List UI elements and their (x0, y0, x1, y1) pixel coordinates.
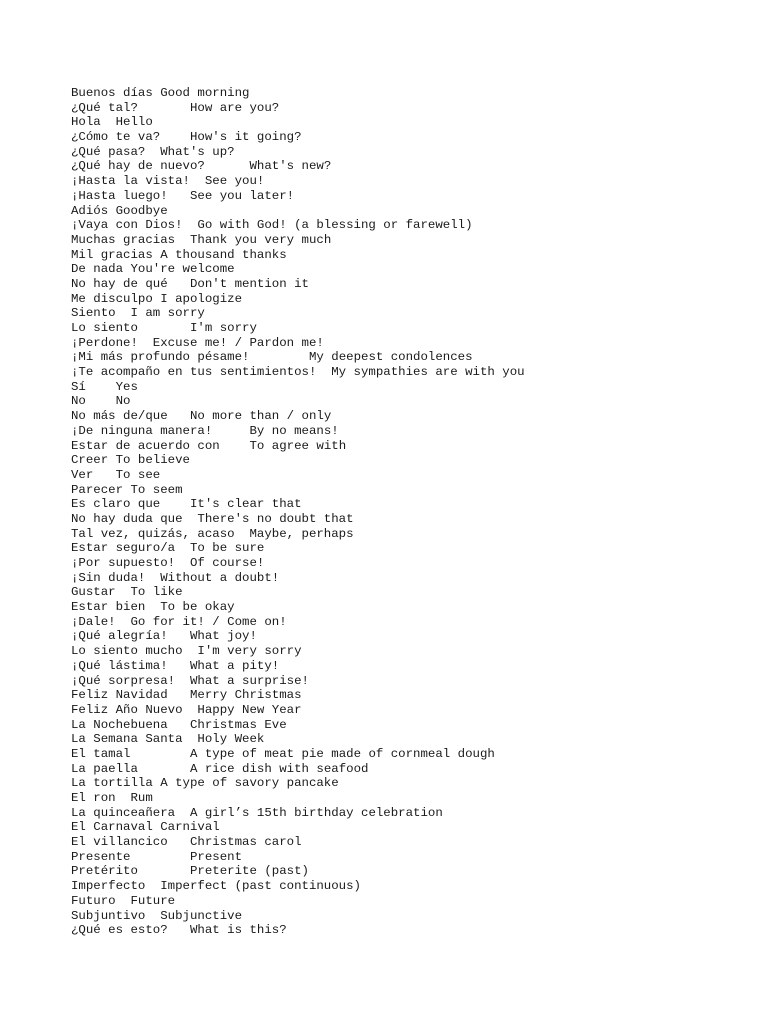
phrase-line: Presente Present (71, 849, 243, 864)
phrase-line: Gustar To like (71, 585, 183, 600)
phrase-line: Feliz Navidad Merry Christmas (71, 688, 302, 703)
phrase-line: La Semana Santa Holy Week (71, 732, 265, 747)
phrase-line: Es claro que It's clear that (71, 497, 302, 512)
phrase-line: ¡Por supuesto! Of course! (71, 556, 265, 570)
phrase-line: ¿Cómo te va? How's it going? (71, 130, 302, 145)
phrase-line: ¡Qué sorpresa! What a surprise! (71, 673, 309, 688)
phrase-line: La Nochebuena Christmas Eve (71, 717, 287, 732)
phrase-line: ¡Vaya con Dios! Go with God! (a blessing or farewell) (71, 218, 473, 233)
phrase-line: Parecer To seem (71, 482, 183, 497)
phrase-line: De nada You're welcome (71, 262, 235, 277)
phrase-line: ¡Dale! Go for it! / Come on! (71, 614, 287, 629)
phrase-line: ¡Hasta la vista! See you! (71, 174, 265, 189)
phrase-line: El ron Rum (71, 791, 153, 805)
phrase-line: La paella A rice dish with seafood (71, 761, 369, 776)
phrase-line: No No (71, 394, 131, 409)
phrase-line: ¡Perdone! Excuse me! / Pardon me! (71, 335, 324, 350)
phrase-line: Estar bien To be okay (71, 600, 235, 615)
phrase-line: Hola Hello (71, 115, 153, 130)
phrase-line: Lo siento mucho I'm very sorry (71, 644, 302, 659)
phrase-line: ¡Mi más profundo pésame! My deepest condolences (71, 350, 473, 365)
phrase-line: ¿Qué hay de nuevo? What's new? (71, 159, 332, 174)
phrase-line: Pretérito Preterite (past) (71, 864, 309, 879)
phrase-line: Me disculpo I apologize (71, 291, 243, 306)
phrase-line: Lo siento I'm sorry (71, 321, 257, 335)
phrase-line: ¿Qué pasa? What's up? (71, 144, 235, 159)
phrase-line: El tamal A type of meat pie made of cornmeal dough (71, 746, 495, 761)
phrase-line: Adiós Goodbye (71, 203, 168, 218)
phrase-line: El villancico Christmas carol (71, 835, 302, 850)
phrase-line: Tal vez, quizás, acaso Maybe, perhaps (71, 526, 354, 541)
phrase-line: No más de/que No more than / only (71, 409, 332, 424)
phrase-line: La quinceañera A girl’s 15th birthday celebration (71, 805, 443, 820)
phrase-line: ¡Qué alegría! What joy! (71, 629, 257, 644)
phrase-line: Muchas gracias Thank you very much (71, 232, 332, 247)
phrase-line: Estar de acuerdo con To agree with (71, 438, 347, 453)
phrase-line: Estar seguro/a To be sure (71, 541, 265, 556)
phrase-line: No hay duda que There's no doubt that (71, 511, 354, 526)
phrase-line: ¡De ninguna manera! By no means! (71, 423, 339, 438)
phrase-line: Ver To see (71, 467, 161, 482)
phrase-line: ¡Sin duda! Without a doubt! (71, 570, 280, 585)
phrase-line: Creer To believe (71, 453, 190, 468)
phrase-line: Siento I am sorry (71, 306, 205, 321)
phrase-line: La tortilla A type of savory pancake (71, 776, 339, 791)
phrase-line: Imperfecto Imperfect (past continuous) (71, 879, 361, 894)
phrase-line: ¡Te acompaño en tus sentimientos! My sympathies are with you (71, 365, 525, 380)
phrase-line: Subjuntivo Subjunctive (71, 908, 243, 923)
phrase-line: Mil gracias A thousand thanks (71, 247, 287, 262)
phrase-line: Sí Yes (71, 379, 138, 394)
phrase-line: El Carnaval Carnival (71, 820, 220, 835)
phrase-line: ¿Qué tal? How are you? (71, 100, 280, 115)
phrase-line: Feliz Año Nuevo Happy New Year (71, 702, 302, 717)
phrase-line: Futuro Future (71, 893, 176, 908)
phrase-line: ¡Hasta luego! See you later! (71, 188, 295, 203)
vocabulary-list (71, 86, 751, 938)
phrase-line: ¡Qué lástima! What a pity! (71, 658, 280, 673)
phrase-line: ¿Qué es esto? What is this? (71, 923, 287, 938)
phrase-line: Buenos días Good morning (71, 86, 250, 100)
phrase-line: No hay de qué Don't mention it (71, 276, 309, 291)
